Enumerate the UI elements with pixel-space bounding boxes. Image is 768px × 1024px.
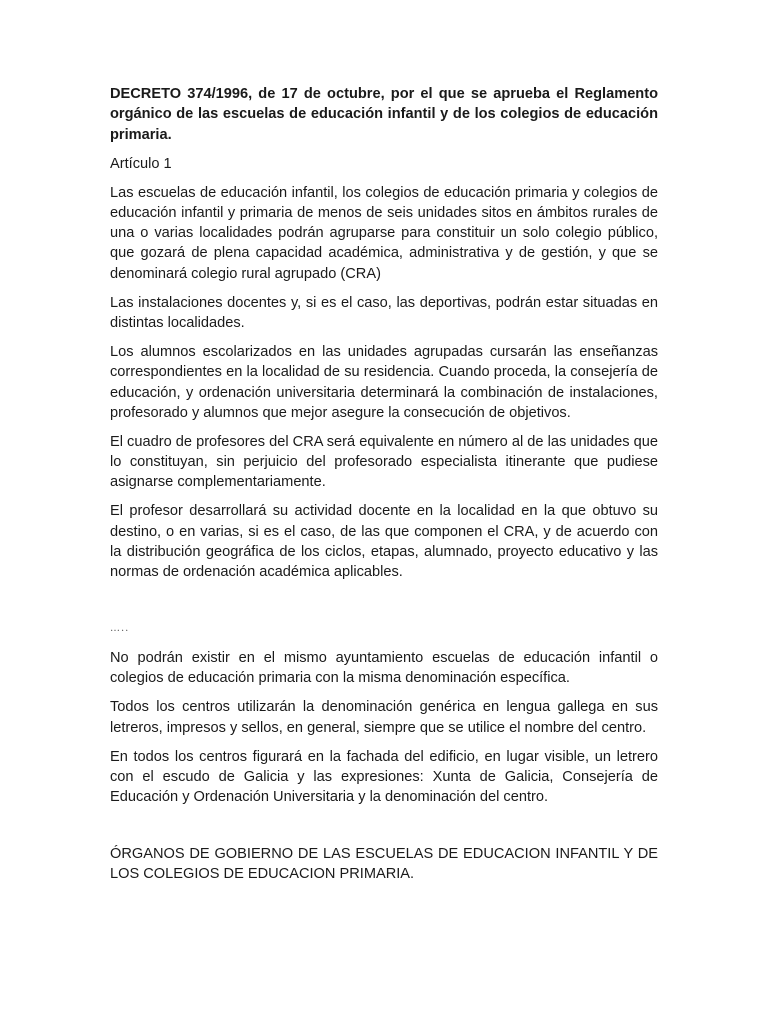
paragraph-cra-definition: Las escuelas de educación infantil, los colegios de educación primaria y colegios de educación infantil y primaria de menos de seis unidades sitos en ámbitos rurales de una o varias localidades podrán agruparse para constituir un solo colegio público, que gozará de plena capacidad académica, administrativa y de gestión, y que se denominará colegio rural agrupado (CRA) — [110, 184, 658, 282]
paragraph-teacher-activity: El profesor desarrollará su actividad docente en la localidad en la que obtuvo su destino, o en varias, si es el caso, de las que componen el CRA, y de acuerdo con la distribución geográfica de los ciclos, etapas, alumnado, proyecto educativo y las normas de ordenación académica aplicables. — [110, 503, 658, 581]
decree-title: DECRETO 374/1996, de 17 de octubre, por el que se aprueba el Reglamento orgánico de las escuelas de educación infantil y de los colegios de educación primaria. — [110, 86, 658, 143]
spacer — [110, 591, 658, 619]
section-heading: ÓRGANOS DE GOBIERNO DE LAS ESCUELAS DE EDUCACION INFANTIL Y DE LOS COLEGIOS DE EDUCACION PRIMARIA. — [110, 846, 658, 883]
paragraph-students: Los alumnos escolarizados en las unidades agrupadas cursarán las enseñanzas correspondientes en la localidad de su residencia. Cuando proceda, la consejería de educación, y ordenación universitaria determinará la combinación de instalaciones, profesorado y alumnos que mejor asegure la consecución de objetivos. — [110, 344, 658, 421]
document-page — [110, 84, 658, 893]
paragraph-galician-name: Todos los centros utilizarán la denominación genérica en lengua gallega en sus letreros, impresos y sellos, en general, siempre que se utilice el nombre del centro. — [110, 699, 658, 736]
article-heading: Artículo 1 — [110, 155, 172, 172]
paragraph-teacher-staff: El cuadro de profesores del CRA será equivalente en número al de las unidades que lo constituyan, sin perjuicio del profesorado especialista itinerante que pudiese asignarse complementariamente. — [110, 433, 658, 491]
paragraph-installations: Las instalaciones docentes y, si es el caso, las deportivas, podrán estar situadas en distintas localidades. — [110, 294, 658, 332]
ellipsis-marker: ….. — [110, 623, 130, 635]
paragraph-facade-sign: En todos los centros figurará en la fachada del edificio, en lugar visible, un letrero con el escudo de Galicia y las expresiones: Xunta de Galicia, Consejería de Educación y Ordenación Universitaria y la denominación del centro. — [110, 748, 658, 806]
paragraph-naming: No podrán existir en el mismo ayuntamiento escuelas de educación infantil o colegios de educación primaria con la misma denominación específica. — [110, 650, 658, 687]
spacer — [110, 816, 658, 844]
